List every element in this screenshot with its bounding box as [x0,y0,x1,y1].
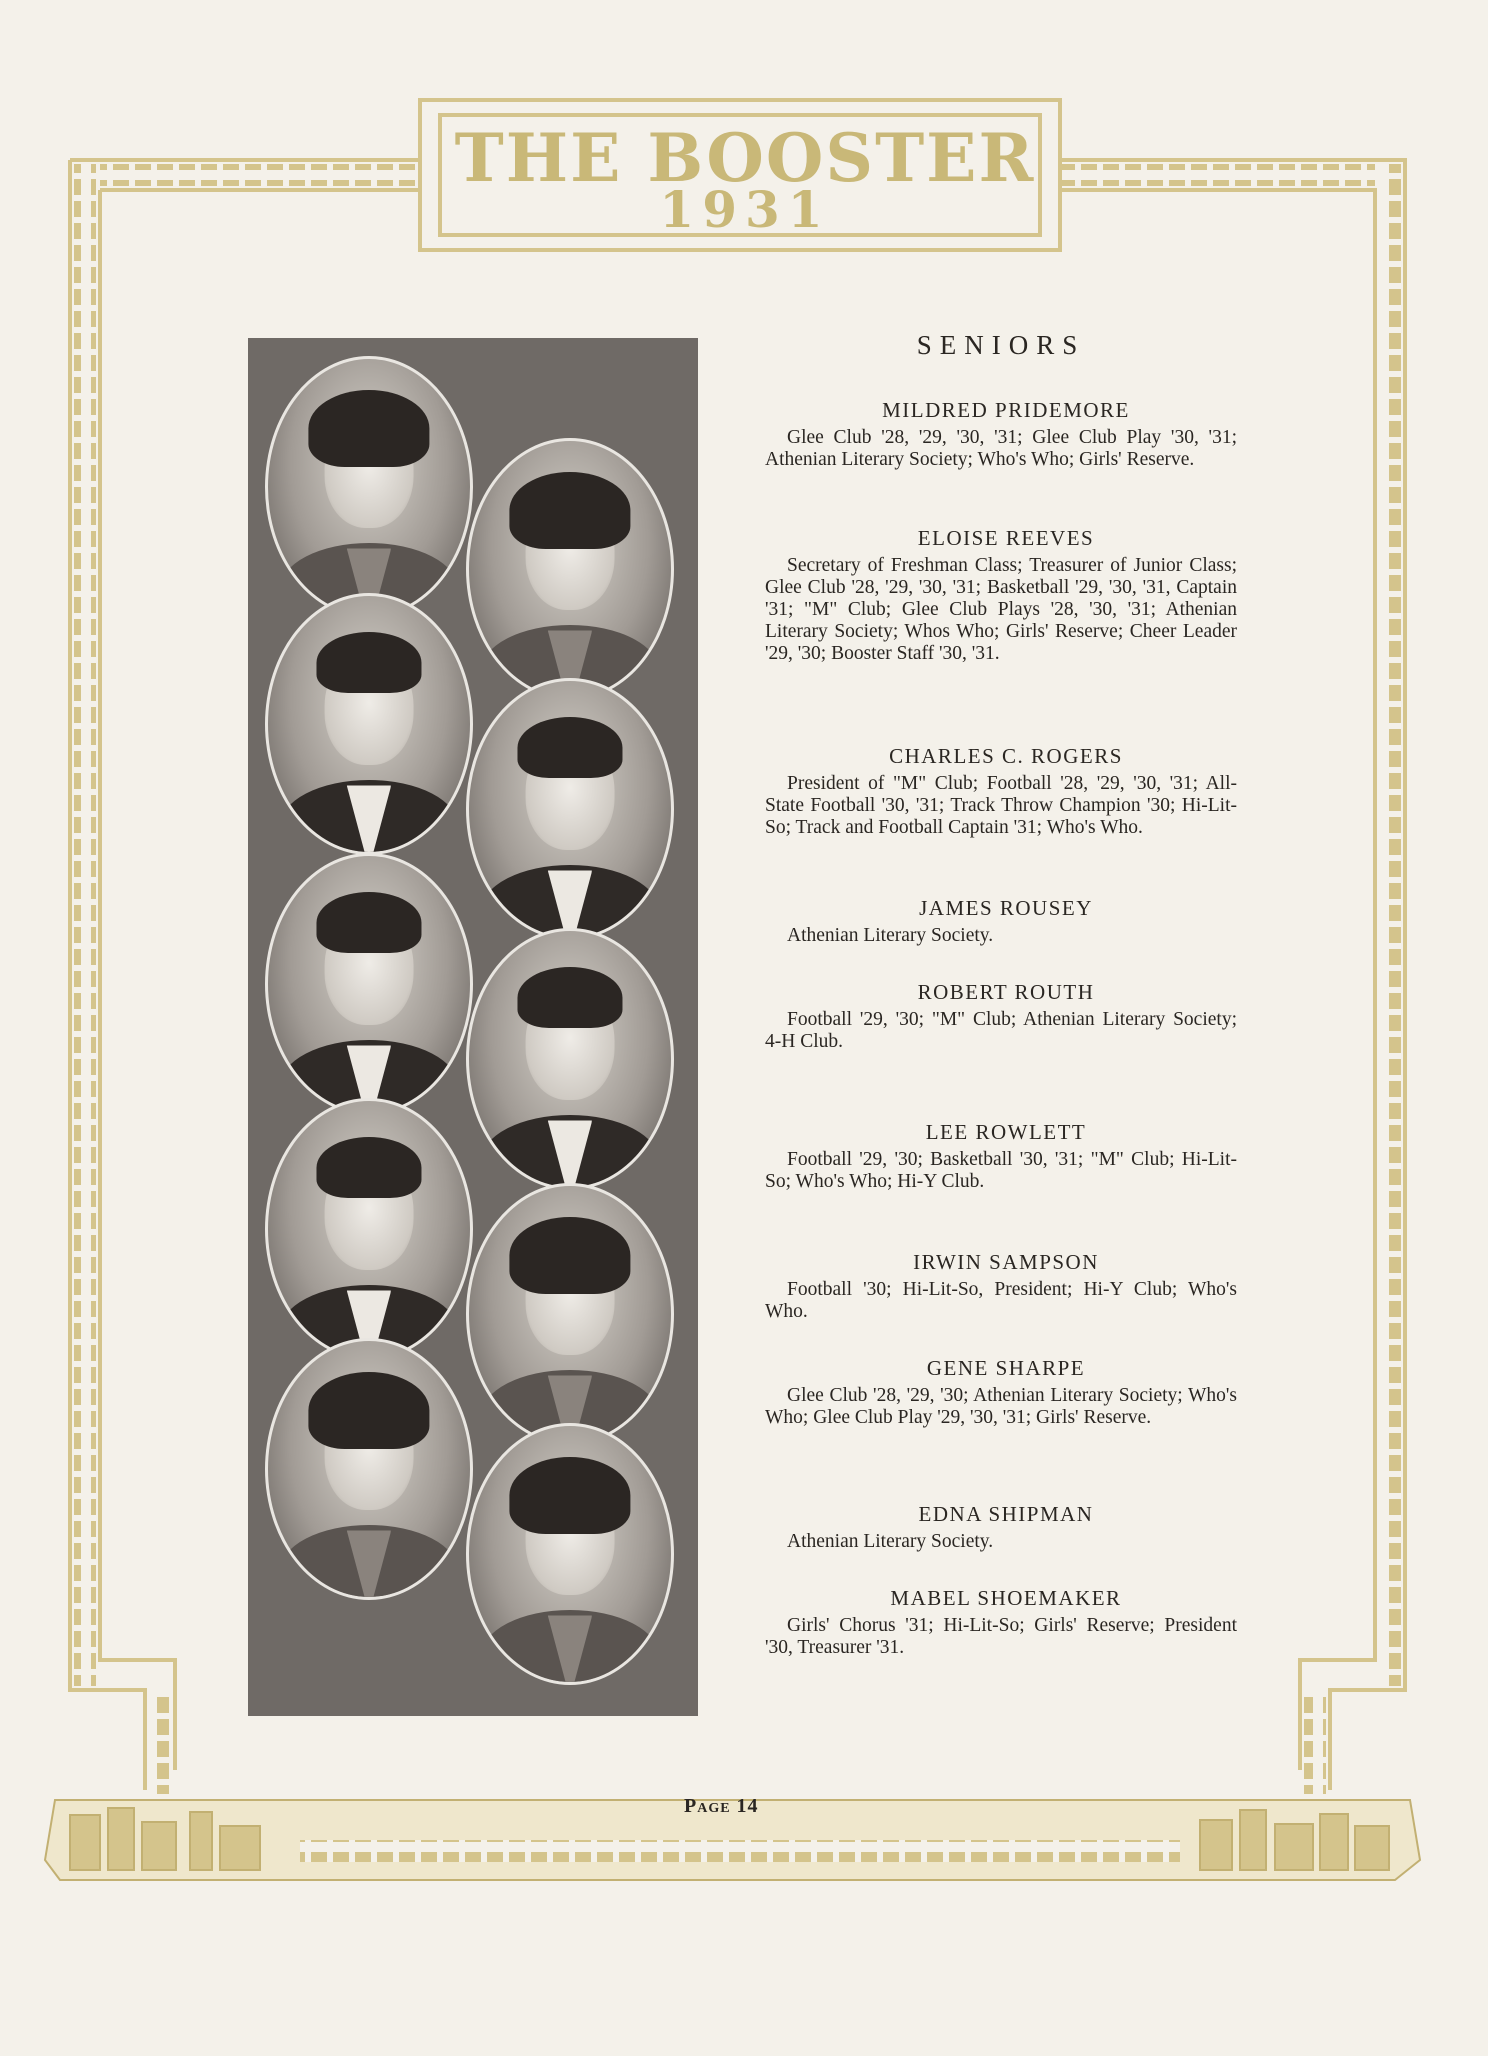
senior-entry [765,526,1237,665]
senior-activities: Football '29, '30; Basketball '30, '31; "M" Club; Hi-Lit-So; Who's Who; Hi-Y Club. [765,1149,1237,1192]
senior-entry [765,1586,1237,1659]
title-banner [440,110,1050,250]
yearbook-title: THE BOOSTER [454,119,1036,197]
senior-entry [765,980,1237,1053]
senior-entry [765,1356,1237,1429]
senior-activities: Glee Club '28, '29, '30, '31; Glee Club Play '30, '31; Athenian Literary Society; Who's Who; Girls' Reserve. [765,427,1237,470]
senior-activities: Athenian Literary Society. [787,925,994,946]
senior-name: GENE SHARPE [926,1356,1086,1380]
senior-activities: President of "M" Club; Football '28, '29, '30, '31; All-State Football '30, '31; Track Throw Champion '30; Hi-Lit-So; Track and Football Captain '31; Who's Who. [765,773,1237,838]
portrait-photo [265,356,473,618]
portrait-photo [265,593,473,855]
portrait-photo [466,1423,674,1685]
page-number: Page 14 [684,1795,759,1817]
senior-name: ROBERT ROUTH [917,980,1095,1004]
senior-name: MABEL SHOEMAKER [890,1586,1122,1610]
section-title: SENIORS [916,330,1086,360]
portrait-photo [466,438,674,700]
senior-activities: Football '29, '30; "M" Club; Athenian Literary Society; 4-H Club. [765,1009,1237,1052]
senior-entry [765,1502,1237,1553]
yearbook-year: 1931 [659,180,831,239]
portrait-panel [248,338,698,1716]
portrait-photo [265,853,473,1115]
portrait-photo [466,678,674,940]
senior-name: EDNA SHIPMAN [918,1502,1094,1526]
senior-name: ELOISE REEVES [917,526,1095,550]
senior-activities: Athenian Literary Society. [787,1531,994,1552]
senior-activities: Football '30; Hi-Lit-So, President; Hi-Y Club; Who's Who. [765,1279,1237,1322]
senior-entry [765,398,1237,471]
portrait-photo [466,1183,674,1445]
senior-entry [765,896,1237,947]
senior-entry [765,1250,1237,1323]
senior-name: JAMES ROUSEY [919,896,1093,920]
senior-name: IRWIN SAMPSON [913,1250,1099,1274]
senior-activities: Girls' Chorus '31; Hi-Lit-So; Girls' Reserve; President '30, Treasurer '31. [765,1615,1237,1658]
senior-name: LEE ROWLETT [925,1120,1087,1144]
senior-activities: Secretary of Freshman Class; Treasurer of Junior Class; Glee Club '28, '29, '30, '31; Basketball '29, '30, '31, Captain '31; "M" Club; Glee Club Plays '28, '30, '31; Athenian Literary Society; Whos Who; Girls' Reserve; Cheer Leader '29, '30; Booster Staff '30, '31. [765,555,1237,664]
senior-name: CHARLES C. ROGERS [889,744,1123,768]
portrait-photo [265,1338,473,1600]
portrait-photo [265,1098,473,1360]
senior-entry [765,744,1237,839]
senior-entry [765,1120,1237,1193]
senior-activities: Glee Club '28, '29, '30; Athenian Literary Society; Who's Who; Glee Club Play '29, '30, '31; Girls' Reserve. [765,1385,1237,1428]
senior-name: MILDRED PRIDEMORE [882,398,1130,422]
portrait-photo [466,928,674,1190]
